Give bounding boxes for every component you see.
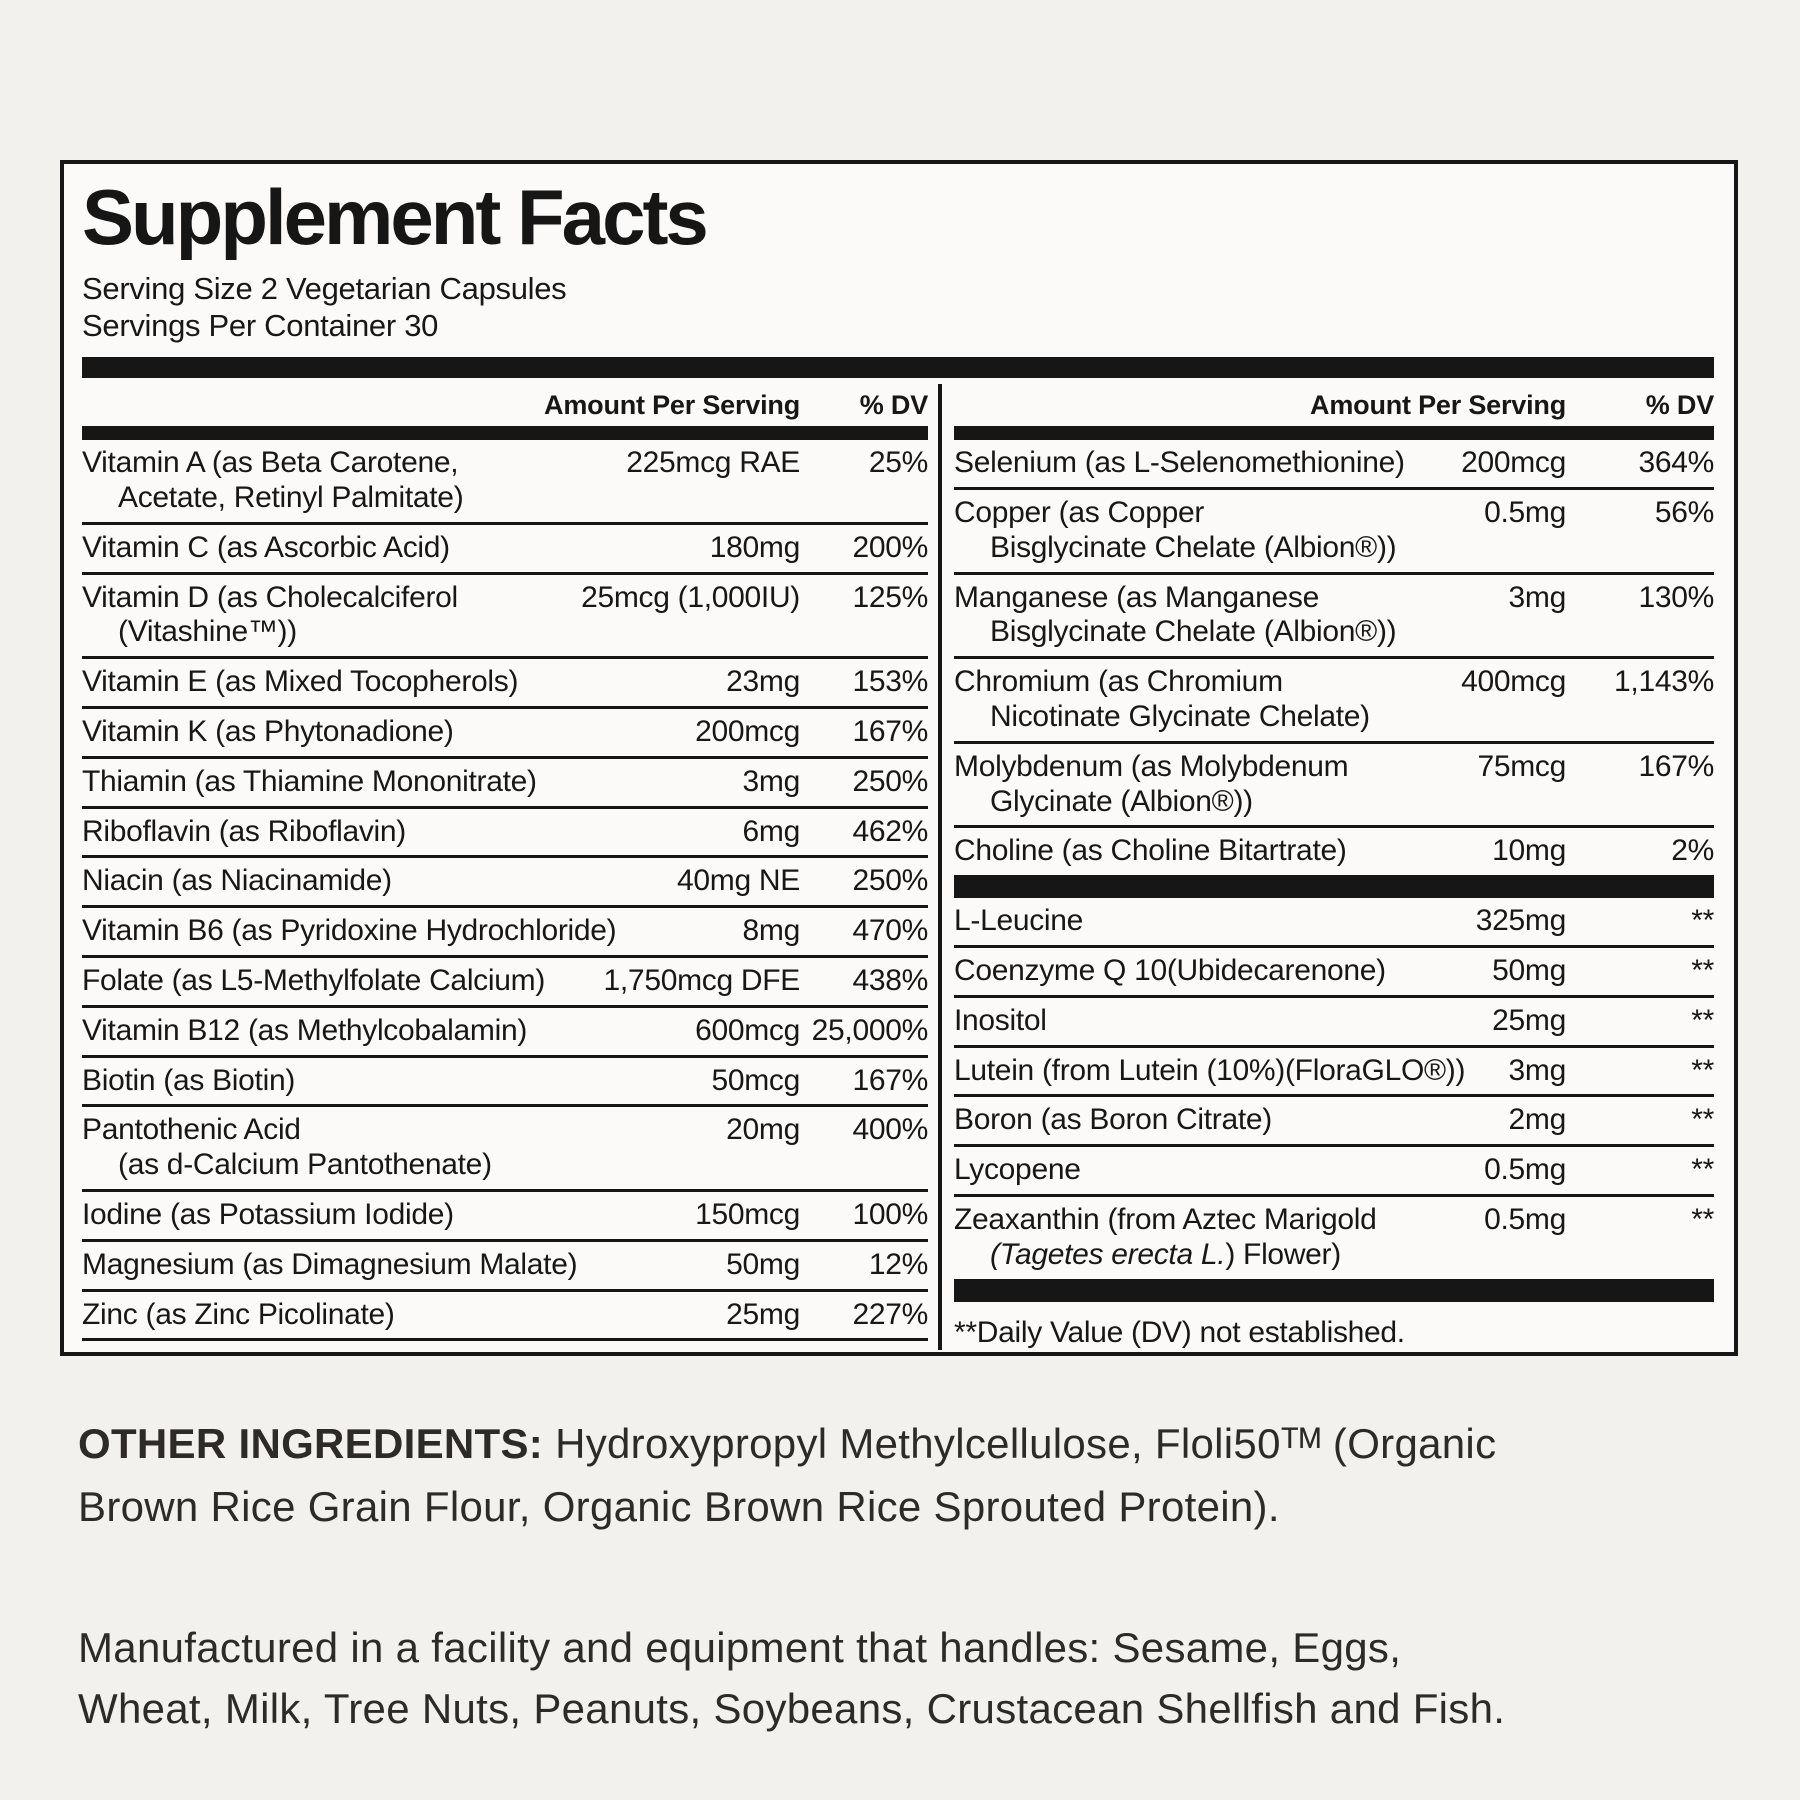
- nutrient-dv: 125%: [852, 580, 928, 614]
- nutrient-columns: [82, 380, 1714, 1349]
- nutrient-dv: 227%: [852, 1297, 928, 1331]
- header-divider-bar: [954, 426, 1714, 440]
- nutrient-row: [954, 575, 1714, 660]
- nutrient-name: Molybdenum (as Molybdenum Glycinate (Albion®)): [954, 749, 1349, 818]
- nutrient-amount: 1,750mcg DFE: [603, 963, 800, 997]
- nutrient-rows-right: [954, 440, 1714, 1301]
- nutrient-dv: 25,000%: [811, 1013, 928, 1047]
- section-divider-bar: [954, 1282, 1714, 1302]
- nutrient-name: Coenzyme Q 10(Ubidecarenone): [954, 953, 1386, 987]
- nutrient-name: Zinc (as Zinc Picolinate): [82, 1297, 395, 1331]
- nutrient-dv: 25%: [868, 446, 928, 480]
- allergen-statement-text: Manufactured in a facility and equipment that handles: Sesame, Eggs, Wheat, Milk, Tree Nuts, Peanuts, Soybeans, Crustacean Shellfish and Fish.: [78, 1624, 1506, 1732]
- nutrient-row: [82, 525, 928, 575]
- nutrient-name: Boron (as Boron Citrate): [954, 1103, 1272, 1137]
- nutrient-row: [82, 759, 928, 809]
- nutrient-amount: 0.5mg: [1484, 1153, 1566, 1187]
- nutrient-name: Riboflavin (as Riboflavin): [82, 814, 407, 848]
- serving-size-text: Serving Size 2 Vegetarian Capsules: [82, 270, 567, 306]
- nutrient-row: [82, 1242, 928, 1292]
- nutrient-dv: 462%: [852, 814, 928, 848]
- nutrient-dv: 130%: [1638, 580, 1714, 614]
- thick-divider-bar: [82, 357, 1714, 378]
- nutrient-amount: 3mg: [1508, 580, 1566, 614]
- nutrient-amount: 40mg NE: [677, 864, 800, 898]
- nutrient-row: [82, 958, 928, 1008]
- nutrient-dv: 364%: [1638, 446, 1714, 480]
- nutrient-name: Vitamin D (as Cholecalciferol (Vitashine™)): [82, 580, 458, 649]
- nutrient-row: [82, 1192, 928, 1242]
- header-divider-bar: [82, 426, 928, 440]
- amount-per-serving-header: Amount Per Serving: [544, 390, 800, 421]
- nutrient-amount: 50mg: [1492, 953, 1566, 987]
- nutrient-amount: 20mg: [726, 1113, 800, 1147]
- nutrient-dv: 400%: [852, 1113, 928, 1147]
- other-ingredients-label: OTHER INGREDIENTS:: [78, 1420, 544, 1467]
- nutrient-row: [82, 440, 928, 525]
- nutrient-name: Folate (as L5-Methylfolate Calcium): [82, 963, 546, 997]
- nutrient-name: Magnesium (as Dimagnesium Malate): [82, 1247, 578, 1281]
- nutrient-dv: 2%: [1671, 834, 1714, 868]
- nutrient-row: [954, 948, 1714, 998]
- nutrient-rows-left: [82, 440, 928, 1341]
- nutrient-dv: 12%: [868, 1247, 928, 1281]
- nutrient-amount: 23mg: [726, 665, 800, 699]
- nutrient-row: [82, 858, 928, 908]
- nutrient-row: [82, 908, 928, 958]
- table-header-left: [82, 380, 928, 426]
- nutrient-name: Zeaxanthin (from Aztec Marigold (Tagetes erecta L.) Flower): [954, 1202, 1377, 1271]
- nutrient-dv: **: [1691, 1003, 1714, 1037]
- nutrient-dv: 167%: [852, 714, 928, 748]
- nutrient-amount: 75mcg: [1477, 749, 1566, 783]
- nutrient-name: Vitamin E (as Mixed Tocopherols): [82, 665, 519, 699]
- nutrient-dv: 250%: [852, 764, 928, 798]
- other-ingredients-text: OTHER INGREDIENTS: Hydroxypropyl Methylcellulose, Floli50ᵀᴹ (Organic Brown Rice Grain Flour, Organic Brown Rice Sprouted Protein).: [78, 1420, 1497, 1530]
- nutrient-amount: 180mg: [709, 530, 800, 564]
- nutrient-dv: 1,143%: [1614, 665, 1714, 699]
- nutrient-name: Lycopene: [954, 1153, 1081, 1187]
- nutrient-name: Vitamin B12 (as Methylcobalamin): [82, 1013, 528, 1047]
- nutrient-name: Chromium (as Chromium Nicotinate Glycinate Chelate): [954, 665, 1370, 733]
- nutrient-dv: **: [1691, 1202, 1714, 1236]
- nutrient-amount: 600mcg: [695, 1013, 800, 1047]
- nutrient-amount: 200mcg: [1461, 446, 1566, 480]
- nutrient-name: Vitamin A (as Beta Carotene, Acetate, Retinyl Palmitate): [82, 446, 464, 514]
- nutrient-amount: 0.5mg: [1484, 1202, 1566, 1236]
- nutrients-table-right: [954, 380, 1714, 1349]
- nutrient-amount: 10mg: [1492, 834, 1566, 868]
- nutrient-name: Choline (as Choline Bitartrate): [954, 834, 1347, 868]
- nutrient-name: Inositol: [954, 1003, 1047, 1037]
- table-header-right: [954, 380, 1714, 426]
- servings-per-container-text: Servings Per Container 30: [82, 308, 439, 344]
- nutrient-name: Vitamin K (as Phytonadione): [82, 714, 454, 748]
- nutrient-row: [954, 490, 1714, 575]
- nutrient-dv: 438%: [852, 963, 928, 997]
- nutrient-name: Niacin (as Niacinamide): [82, 864, 392, 898]
- nutrient-amount: 25mg: [726, 1297, 800, 1331]
- percent-dv-header: % DV: [859, 390, 928, 421]
- amount-per-serving-header: Amount Per Serving: [1310, 390, 1566, 421]
- nutrient-amount: 0.5mg: [1484, 495, 1566, 529]
- panel-title: Supplement Facts: [82, 173, 706, 261]
- nutrient-row: [954, 1147, 1714, 1197]
- nutrient-name: Selenium (as L-Selenomethionine): [954, 446, 1405, 480]
- nutrient-row: [82, 1107, 928, 1192]
- nutrient-row: [82, 1058, 928, 1108]
- nutrient-row: [954, 828, 1714, 878]
- nutrient-amount: 25mg: [1492, 1003, 1566, 1037]
- supplement-facts-panel: [60, 160, 1738, 1356]
- nutrient-dv: 200%: [852, 530, 928, 564]
- nutrient-name: Pantothenic Acid (as d-Calcium Pantothenate): [82, 1113, 492, 1182]
- nutrient-name: Thiamin (as Thiamine Mononitrate): [82, 764, 537, 798]
- nutrient-dv: **: [1691, 904, 1714, 938]
- percent-dv-header: % DV: [1645, 390, 1714, 421]
- nutrient-row: [954, 1048, 1714, 1098]
- nutrient-name: Vitamin C (as Ascorbic Acid): [82, 530, 450, 564]
- nutrient-dv: **: [1691, 1103, 1714, 1137]
- nutrient-dv: 153%: [852, 665, 928, 699]
- nutrient-row: [82, 659, 928, 709]
- nutrient-amount: 50mcg: [711, 1063, 800, 1097]
- section-divider-bar: [954, 878, 1714, 898]
- nutrient-name: Vitamin B6 (as Pyridoxine Hydrochloride): [82, 914, 617, 948]
- nutrients-table-left: [82, 380, 928, 1349]
- nutrient-amount: 50mg: [726, 1247, 800, 1281]
- nutrient-dv: 167%: [1638, 749, 1714, 783]
- nutrient-row: [82, 575, 928, 660]
- nutrient-name: Iodine (as Potassium Iodide): [82, 1197, 454, 1231]
- nutrient-row: [82, 1008, 928, 1058]
- nutrient-row: [82, 709, 928, 759]
- nutrient-dv: 167%: [852, 1063, 928, 1097]
- nutrient-amount: 3mg: [1508, 1053, 1566, 1087]
- nutrient-dv: 100%: [852, 1197, 928, 1231]
- nutrient-row: [954, 744, 1714, 829]
- nutrient-amount: 325mg: [1475, 904, 1566, 938]
- nutrient-name: Copper (as Copper Bisglycinate Chelate (Albion®)): [954, 495, 1397, 564]
- nutrient-amount: 400mcg: [1461, 665, 1566, 699]
- nutrient-amount: 8mg: [742, 914, 800, 948]
- nutrient-row: [954, 1097, 1714, 1147]
- nutrient-dv: 470%: [852, 914, 928, 948]
- nutrient-row: [82, 809, 928, 859]
- nutrient-amount: 150mcg: [695, 1197, 800, 1231]
- nutrient-dv: **: [1691, 1153, 1714, 1187]
- nutrient-dv: **: [1691, 953, 1714, 987]
- nutrient-name: Biotin (as Biotin): [82, 1063, 296, 1097]
- nutrient-dv: 56%: [1654, 495, 1714, 529]
- nutrient-row: [954, 440, 1714, 490]
- nutrient-dv: 250%: [852, 864, 928, 898]
- nutrient-row: [82, 1292, 928, 1342]
- nutrient-row: [954, 1197, 1714, 1282]
- nutrient-name: Manganese (as Manganese Bisglycinate Chelate (Albion®)): [954, 580, 1397, 649]
- nutrient-row: [954, 659, 1714, 744]
- nutrient-amount: 6mg: [742, 814, 800, 848]
- nutrient-amount: 2mg: [1508, 1103, 1566, 1137]
- nutrient-row: [954, 898, 1714, 948]
- nutrient-amount: 200mcg: [695, 714, 800, 748]
- column-divider: [938, 384, 942, 1349]
- nutrient-name: L-Leucine: [954, 904, 1084, 938]
- nutrient-dv: **: [1691, 1053, 1714, 1087]
- nutrient-row: [954, 998, 1714, 1048]
- nutrient-name: Lutein (from Lutein (10%)(FloraGLO®)): [954, 1053, 1466, 1087]
- daily-value-footnote: **Daily Value (DV) not established.: [954, 1315, 1405, 1349]
- nutrient-amount: 225mcg RAE: [626, 446, 800, 480]
- nutrient-amount: 3mg: [742, 764, 800, 798]
- nutrient-amount: 25mcg (1,000IU): [581, 580, 800, 614]
